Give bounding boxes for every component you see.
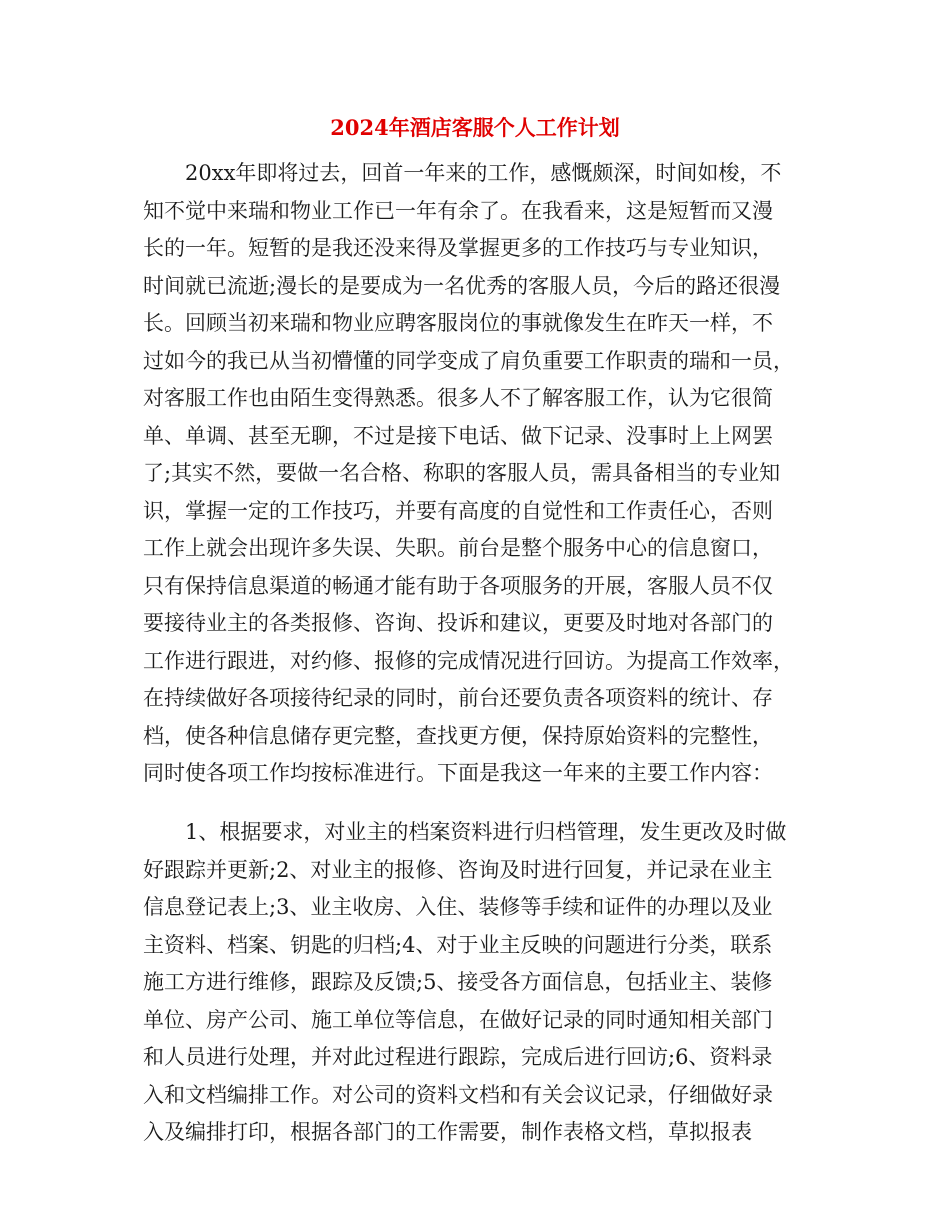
paragraph-line: 长的一年。短暂的是我还没来得及掌握更多的工作技巧与专业知识， — [143, 236, 773, 260]
paragraph-line: 知不觉中来瑞和物业工作已一年有余了。在我看来，这是短暂而又漫 — [143, 198, 773, 223]
paragraph-line: 单、单调、甚至无聊，不过是接下电话、做下记录、没事时上上网罢 — [143, 423, 773, 448]
paragraph-line: 了;其实不然，要做一名合格、称职的客服人员，需具备相当的专业知 — [143, 461, 781, 485]
paragraph-work-list — [143, 814, 807, 1152]
paragraph-line: 和人员进行处理，并对此过程进行跟踪，完成后进行回访;6、资料录 — [143, 1045, 773, 1069]
paragraph-line: 档，使各种信息储存更完整，查找更方便，保持原始资料的完整性， — [143, 723, 773, 748]
paragraph-line: 入和文档编排工作。对公司的资料文档和有关会议记录，仔细做好录 — [143, 1082, 773, 1107]
paragraph-line: 长。回顾当初来瑞和物业应聘客服岗位的事就像发生在昨天一样，不 — [143, 311, 773, 335]
paragraph-line: 好跟踪并更新;2、对业主的报修、咨询及时进行回复，并记录在业主 — [143, 857, 773, 882]
paragraph-line: 信息登记表上;3、业主收房、入住、装修等手续和证件的办理以及业 — [143, 895, 773, 919]
paragraph-line: 施工方进行维修，跟踪及反馈;5、接受各方面信息，包括业主、装修 — [143, 970, 773, 994]
paragraph-intro — [143, 155, 807, 793]
paragraph-line: 识，掌握一定的工作技巧，并要有高度的自觉性和工作责任心，否则 — [143, 498, 773, 523]
paragraph-line: 时间就已流逝;漫长的是要成为一名优秀的客服人员，今后的路还很漫 — [143, 273, 781, 298]
paragraph-line: 20xx年即将过去，回首一年来的工作，感慨颇深，时间如梭，不 — [185, 161, 782, 185]
paragraph-line: 单位、房产公司、施工单位等信息，在做好记录的同时通知相关部门 — [143, 1007, 773, 1032]
paragraph-line: 入及编排打印，根据各部门的工作需要，制作表格文档，草拟报表 — [143, 1120, 752, 1144]
paragraph-line: 对客服工作也由陌生变得熟悉。很多人不了解客服工作，认为它很简 — [143, 386, 773, 410]
paragraph-line: 1、根据要求，对业主的档案资料进行归档管理，发生更改及时做 — [185, 820, 787, 844]
paragraph-line: 工作上就会出现许多失误、失职。前台是整个服务中心的信息窗口， — [143, 536, 773, 560]
paragraph-line: 主资料、档案、钥匙的归档;4、对于业主反映的问题进行分类，联系 — [143, 932, 773, 957]
paragraph-line: 要接待业主的各类报修、咨询、投诉和建议，更要及时地对各部门的 — [143, 611, 773, 635]
paragraph-line: 只有保持信息渠道的畅通才能有助于各项服务的开展，客服人员不仅 — [143, 573, 773, 598]
document-title: 2024年酒店客服个人工作计划 — [330, 115, 620, 140]
paragraph-line: 在持续做好各项接待纪录的同时，前台还要负责各项资料的统计、存 — [143, 686, 773, 710]
paragraph-line: 同时使各项工作均按标准进行。下面是我这一年来的主要工作内容： — [143, 761, 773, 785]
paragraph-line: 过如今的我已从当初懵懂的同学变成了肩负重要工作职责的瑞和一员， — [143, 348, 794, 373]
paragraph-line: 工作进行跟进，对约修、报修的完成情况进行回访。为提高工作效率， — [143, 648, 794, 673]
